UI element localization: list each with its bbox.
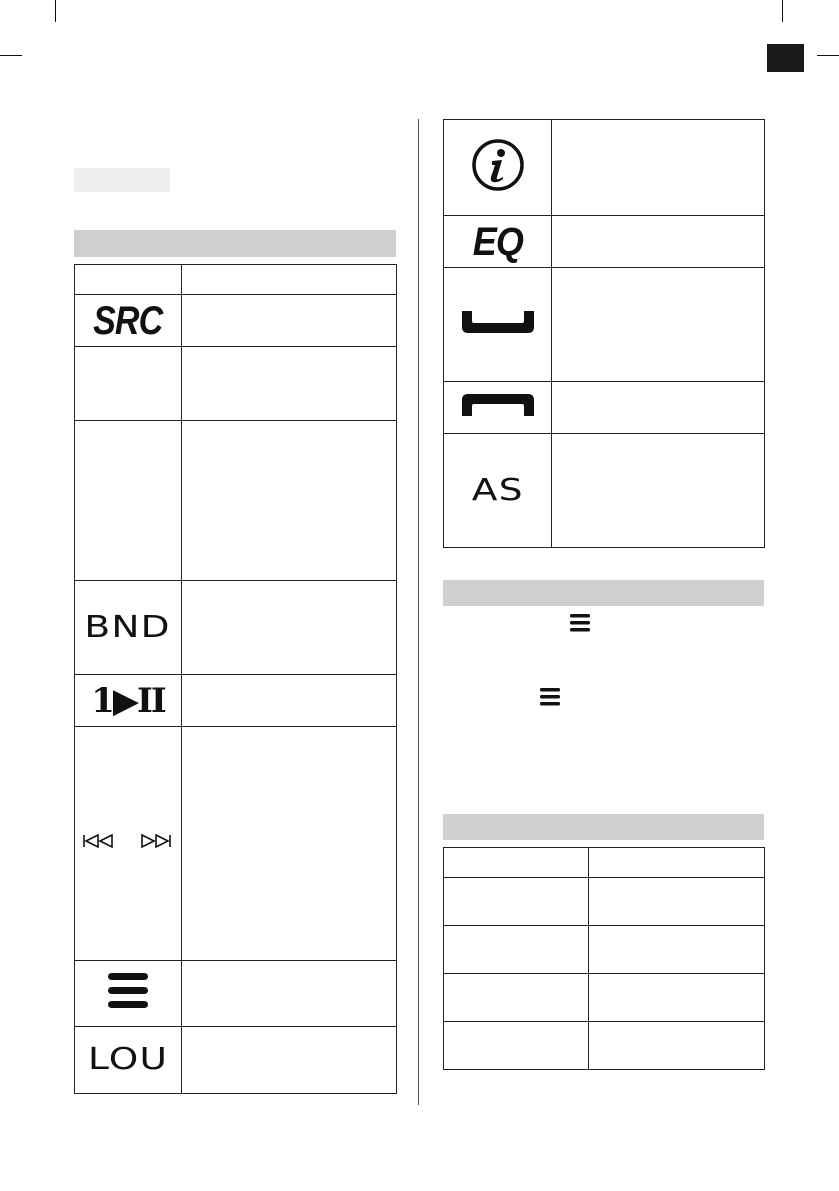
table-cell — [589, 926, 765, 974]
table-row — [444, 216, 765, 268]
table-cell — [589, 878, 765, 926]
table-cell — [589, 1022, 765, 1070]
table-cell — [182, 347, 397, 421]
table-cell — [444, 926, 589, 974]
table-cell — [182, 295, 397, 347]
table-row — [444, 1022, 765, 1070]
table-row — [444, 120, 765, 216]
auto-store-icon: AS — [471, 472, 524, 508]
table-row — [444, 848, 765, 878]
table-cell — [444, 434, 552, 548]
table-row — [444, 382, 765, 434]
table-cell — [444, 382, 552, 434]
table-row — [75, 295, 397, 347]
table-row — [444, 926, 765, 974]
skip-prev-next-icon — [82, 833, 174, 849]
table-row — [444, 268, 765, 382]
table-cell — [182, 581, 397, 675]
info-icon — [470, 137, 526, 193]
table-cell — [444, 268, 552, 382]
table-cell — [182, 675, 397, 727]
table-row — [75, 727, 397, 961]
settings-table-header-bar — [443, 814, 764, 840]
play-pause-icon: 1▶II — [91, 680, 165, 721]
left-table-header-bar — [74, 230, 396, 257]
loudness-icon: LOU — [87, 1042, 169, 1077]
menu-icon — [104, 971, 152, 1011]
section-label — [74, 168, 170, 192]
table-cell — [75, 727, 182, 961]
language-tab — [767, 44, 804, 72]
table-row — [444, 974, 765, 1022]
crop-mark-top-left-v — [55, 0, 56, 22]
table-cell — [589, 974, 765, 1022]
table-cell — [75, 265, 182, 295]
controls-table-left — [74, 264, 397, 1094]
table-cell — [552, 434, 765, 548]
table-cell — [444, 120, 552, 216]
menu-icon — [538, 687, 562, 707]
table-cell — [552, 382, 765, 434]
band-icon: BND — [84, 609, 172, 645]
table-row — [444, 878, 765, 926]
controls-table-right — [443, 119, 765, 548]
equalizer-icon: EQ — [472, 219, 523, 264]
table-cell — [75, 581, 182, 675]
table-cell — [75, 675, 182, 727]
phone-hangup-icon — [460, 392, 536, 418]
table-row — [75, 675, 397, 727]
crop-mark-top-right-v — [782, 0, 783, 22]
table-cell — [444, 878, 589, 926]
table-cell — [552, 268, 765, 382]
table-cell — [182, 421, 397, 581]
table-cell — [182, 1027, 397, 1094]
crop-mark-top-right — [817, 55, 839, 56]
table-row — [75, 421, 397, 581]
table-cell — [182, 727, 397, 961]
table-cell — [75, 295, 182, 347]
menu-icon — [568, 613, 592, 633]
table-row — [75, 581, 397, 675]
table-cell — [75, 1027, 182, 1094]
table-row — [75, 347, 397, 421]
table-cell — [182, 961, 397, 1027]
table-row — [75, 265, 397, 295]
column-divider — [418, 119, 419, 1105]
table-cell — [444, 216, 552, 268]
table-cell — [182, 265, 397, 295]
menu-section-header-bar — [443, 580, 764, 606]
table-cell — [589, 848, 765, 878]
table-row — [444, 434, 765, 548]
table-cell — [444, 848, 589, 878]
source-icon: SRC — [93, 298, 163, 343]
table-row — [75, 961, 397, 1027]
table-row — [75, 1027, 397, 1094]
table-cell — [444, 974, 589, 1022]
table-cell — [552, 216, 765, 268]
settings-table — [443, 847, 765, 1070]
table-cell — [75, 961, 182, 1027]
table-cell — [75, 347, 182, 421]
table-cell — [75, 421, 182, 581]
phone-accept-icon — [460, 309, 536, 335]
table-cell — [444, 1022, 589, 1070]
table-cell — [552, 120, 765, 216]
crop-mark-top-left — [0, 55, 22, 56]
